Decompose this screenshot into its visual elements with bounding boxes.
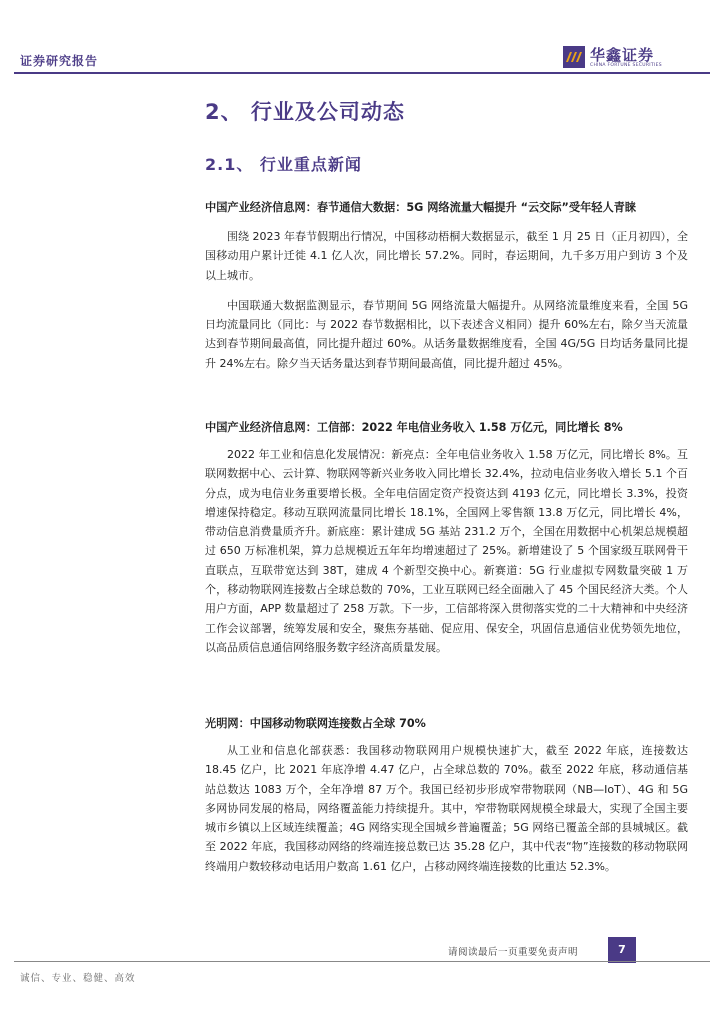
- section-title: 2、 行业及公司动态: [205, 100, 405, 124]
- news-paragraph: 中国联通大数据监测显示，春节期间 5G 网络流量大幅提升。从网络流量维度来看，全国 5G 日均流量同比（同比：与 2022 春节数据相比，以下表述含义相同）提升 60%左右，除夕当天流量达到春节期间最高值，同比提升超过 60%。从话务量数据维度看，全国 4G/5G 日均话务量同比提升 24%左右。除夕当天话务量达到春节期间最高值，同比提升超过 45%。: [205, 298, 688, 370]
- news-item: [205, 416, 688, 657]
- news-paragraph: 从工业和信息化部获悉：我国移动物联网用户规模快速扩大，截至 2022 年底，连接数达 18.45 亿户，比 2021 年底净增 4.47 亿户，占全球总数的 70%。截至 2022 年底，移动通信基站总数达 1083 万个，全年净增 87 万个。我国已经初步形成窄带物联网（NB—IoT）、4G 和 5G 多网协同发展的格局，网络覆盖能力持续提升。其中，窄带物联网规模全球最大，实现了全国主要城市乡镇以上区域连续覆盖；4G 网络实现全国城乡普遍覆盖；5G 网络已覆盖全部的县城城区。截至 2022 年底，我国移动网络的终端连接总数已达 35.28 亿户，其中代表“物”连接数的移动物联网终端用户数较移动电话用户数高 1.61 亿户，占移动网终端连接数的比重达 52.3%。: [205, 744, 688, 873]
- news-paragraph: 围绕 2023 年春节假期出行情况，中国移动梧桐大数据显示，截至 1 月 25 日（正月初四），全国移动用户累计迁徙 4.1 亿人次，同比增长 57.2%。同时，春运期间，九千多万用户到访 3 个及以上城市。: [205, 230, 688, 282]
- company-logo: [563, 44, 703, 72]
- header-divider: [14, 72, 710, 74]
- logo-chinese-name: 华鑫证券: [590, 46, 655, 64]
- logo-english-name: CHINA FORTUNE SECURITIES: [590, 63, 662, 68]
- footer-divider: [14, 961, 710, 962]
- logo-mark-icon: [563, 46, 585, 68]
- news-title: 中国产业经济信息网：工信部：2022 年电信业务收入 1.58 万亿元，同比增长 8%: [205, 421, 623, 434]
- footer-motto: 诚信、专业、稳健、高效: [20, 973, 136, 984]
- news-paragraph: 2022 年工业和信息化发展情况：新亮点：全年电信业务收入 1.58 万亿元，同比增长 8%。互联网数据中心、云计算、物联网等新兴业务收入同比增长 32.4%，拉动电信业务收入增长 5.1 个百分点，成为电信业务重要增长极。全年电信固定资产投资达到 4193 亿元，同比增长 3.3%，投资增速保持稳定。移动互联网流量同比增长 18.1%，全国网上零售额 13.8 万亿元，同比增长 4%，带动信息消费量质齐升。新底座：累计建成 5G 基站 231.2 万个，全国在用数据中心机架总规模超过 650 万标准机架，算力总规模近五年年均增速超过了 25%。新增建设了 5 个国家级互联网骨干直联点，互联带宽达到 38T，建成 4 个新型交换中心。新赛道：5G 行业虚拟专网数量突破 1 万个，移动物联网连接数占全球总数的 70%，工业互联网已经全面融入了 45 个国民经济大类。个人用户方面，APP 数量超过了 258 万款。下一步，工信部将深入贯彻落实党的二十大精神和中央经济工作会议部署，统筹发展和安全，聚焦夯基础、促应用、保安全，巩固信息通信业优势领先地位，以高品质信息通信网络服务数字经济高质量发展。: [205, 448, 688, 654]
- footer-disclaimer: 请阅读最后一页重要免责声明: [448, 947, 579, 958]
- page-number: 7: [608, 937, 636, 963]
- news-item: [205, 196, 688, 373]
- section-subtitle: 2.1、 行业重点新闻: [205, 155, 362, 174]
- news-item: [205, 712, 688, 876]
- news-title: 中国产业经济信息网：春节通信大数据：5G 网络流量大幅提升 “云交际”受年轻人青睐: [205, 201, 637, 214]
- news-title: 光明网：中国移动物联网连接数占全球 70%: [205, 717, 426, 730]
- report-type-label: 证券研究报告: [20, 54, 99, 68]
